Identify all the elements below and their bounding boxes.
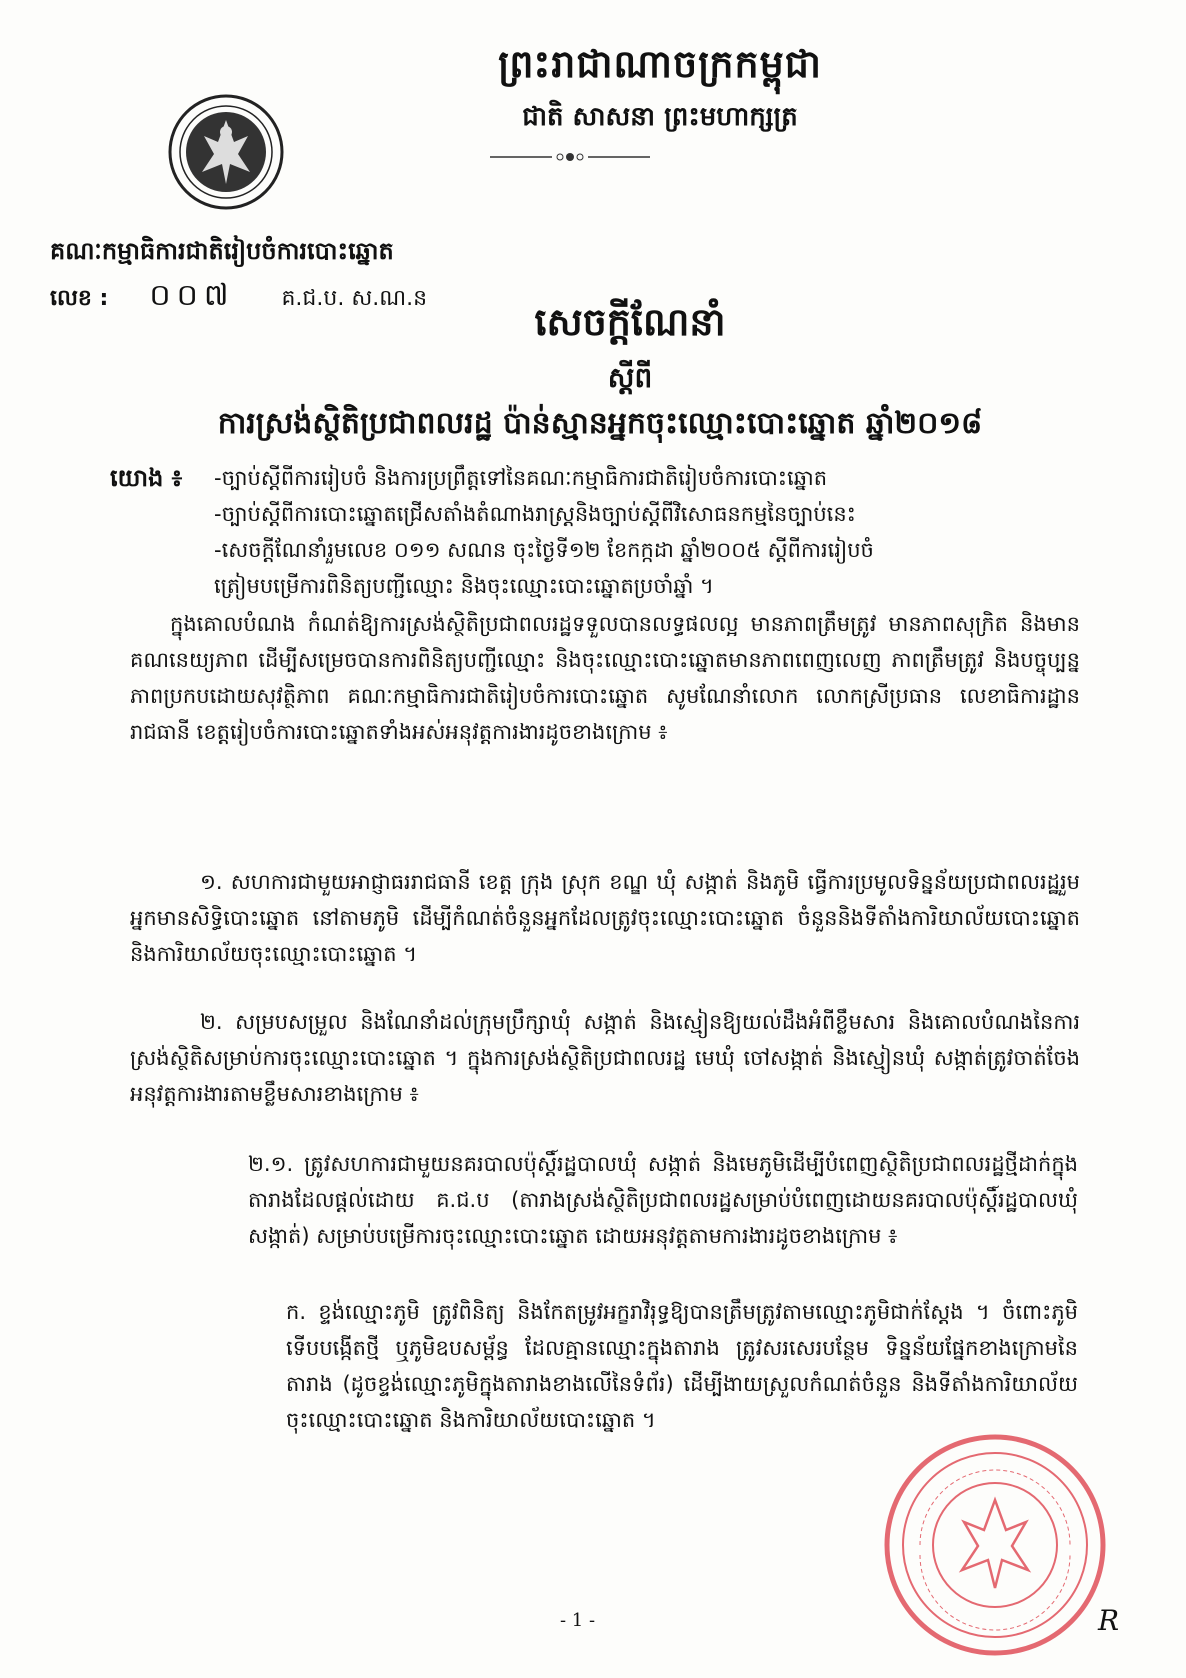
document-subject: ការស្រង់ស្ថិតិប្រជាពលរដ្ឋ ប៉ាន់ស្មានអ្នកចុះឈ្មោះបោះឆ្នោត ឆ្នាំ២០១៨ — [217, 406, 983, 441]
ornament-divider-icon — [490, 150, 650, 164]
point-1-paragraph: ១. សហការជាមួយអាជ្ញាធររាជធានី ខេត្ត ក្រុង ស្រុក ខណ្ឌ ឃុំ សង្កាត់ និងភូមិ ធ្វើការប្រមូលទិន្នន័យប្រជាពលរដ្ឋរួម អ្នកមានសិទ្ធិបោះឆ្នោត នៅតាមភូមិ ដើម្បីកំណត់ចំនួនអ្នកដែលត្រូវចុះឈ្មោះបោះឆ្នោត ចំនួននិងទីតាំងការិយាល័យបោះឆ្នោត និងការិយាល័យចុះឈ្មោះបោះឆ្នោត ។ — [130, 870, 1080, 966]
reference-item: -ច្បាប់ស្តីពីការបោះឆ្នោតជ្រើសតាំងតំណាងរាស្ត្រនិងច្បាប់ស្តីពីវិសោធនកម្មនៃច្បាប់នេះ — [214, 502, 856, 526]
point-2-1-paragraph: ២.១. ត្រូវសហការជាមួយនគរបាលប៉ុស្តិ៍រដ្ឋបាលឃុំ សង្កាត់ និងមេភូមិដើម្បីបំពេញស្ថិតិប្រជាពលរដ្ឋថ្មីដាក់ក្នុងតារាងដែលផ្តល់ដោយ គ.ជ.ប (តារាងស្រង់ស្ថិតិប្រជាពលរដ្ឋសម្រាប់បំពេញដោយនគរបាលប៉ុស្តិ៍រដ្ឋបាលឃុំ សង្កាត់) សម្រាប់បម្រើការចុះឈ្មោះបោះឆ្នោត ដោយអនុវត្តតាមការងារដូចខាងក្រោម ៖ — [248, 1152, 1078, 1248]
references-block — [110, 460, 1110, 604]
issuer-org-name: គណៈកម្មាធិការជាតិរៀបចំការបោះឆ្នោត — [50, 237, 394, 265]
document-type-title: សេចក្តីណែនាំ — [534, 300, 726, 344]
about-label: ស្តីពី — [607, 361, 653, 394]
point-2-paragraph: ២. សម្របសម្រួល និងណែនាំដល់ក្រុមប្រឹក្សាឃុំ សង្កាត់ និងស្មៀនឱ្យយល់ដឹងអំពីខ្លឹមសារ និងគោលបំណងនៃការស្រង់ស្ថិតិសម្រាប់ការចុះឈ្មោះបោះឆ្នោត ។ ក្នុងការស្រង់ស្ថិតិប្រជាពលរដ្ឋ មេឃុំ ចៅសង្កាត់ និងស្មៀនឃុំ សង្កាត់ត្រូវចាត់ចែងអនុវត្តការងារតាមខ្លឹមសារខាងក្រោម ៖ — [130, 1010, 1080, 1106]
nec-emblem-icon — [166, 92, 286, 212]
number-code: គ.ជ.ប. ស.ណ.ន — [281, 286, 428, 311]
handwritten-initial: R — [1098, 1604, 1120, 1637]
reference-item: -ច្បាប់ស្តីពីការរៀបចំ និងការប្រព្រឹត្តទៅនៃគណៈកម្មាធិការជាតិរៀបចំការបោះឆ្នោត — [214, 466, 828, 490]
intro-paragraph: ក្នុងគោលបំណង កំណត់ឱ្យការស្រង់ស្ថិតិប្រជាពលរដ្ឋទទួលបានលទ្ធផលល្អ មានភាពត្រឹមត្រូវ មានភាពសុក្រិត និងមានគណនេយ្យភាព ដើម្បីសម្រេចបានការពិនិត្យបញ្ជីឈ្មោះ និងចុះឈ្មោះបោះឆ្នោតមានភាពពេញលេញ ភាពត្រឹមត្រូវ និងបច្ចុប្បន្នភាពប្រកបដោយសុវត្ថិភាព គណៈកម្មាធិការជាតិរៀបចំការបោះឆ្នោត សូមណែនាំលោក លោកស្រីប្រធាន លេខាធិការដ្ឋានរាជធានី ខេត្តរៀបចំការបោះឆ្នោតទាំងអស់អនុវត្តការងារដូចខាងក្រោម ៖ — [130, 612, 1080, 744]
number-value: ០០៧ — [149, 278, 235, 313]
point-ka-paragraph: ក. ខ្ទង់ឈ្មោះភូមិ ត្រូវពិនិត្យ និងកែតម្រូវអក្ខរាវិរុទ្ធឱ្យបានត្រឹមត្រូវតាមឈ្មោះភូមិជាក់ស្តែង ។ ចំពោះភូមិទើបបង្កើតថ្មី ឬភូមិឧបសម្ព័ន្ធ ដែលគ្មានឈ្មោះក្នុងតារាង ត្រូវសរសេរបន្ថែម ទិន្នន័យផ្នែកខាងក្រោមនៃតារាង (ដូចខ្ទង់ឈ្មោះភូមិក្នុងតារាងខាងលើនៃទំព័រ) ដើម្បីងាយស្រួលកំណត់ចំនួន និងទីតាំងការិយាល័យចុះឈ្មោះបោះឆ្នោត និងការិយាល័យបោះឆ្នោត ។ — [286, 1300, 1078, 1432]
kingdom-heading: ព្រះរាជាណាចក្រកម្ពុជា — [498, 42, 822, 86]
official-seal-icon — [880, 1430, 1110, 1660]
reference-item: -សេចក្តីណែនាំរួមលេខ ០១១ សណន ចុះថ្ងៃទី១២ ខែកក្កដា ឆ្នាំ២០០៥ ស្តីពីការរៀបចំ — [214, 538, 874, 562]
number-label: លេខ : — [50, 286, 109, 311]
national-motto: ជាតិ សាសនា ព្រះមហាក្សត្រ — [522, 102, 798, 132]
reference-item: ត្រៀមបម្រើការពិនិត្យបញ្ជីឈ្មោះ និងចុះឈ្មោះបោះឆ្នោតប្រចាំឆ្នាំ ។ — [214, 574, 714, 598]
references-label: យោង ៖ — [110, 464, 183, 492]
page-number: - 1 - — [560, 1610, 596, 1631]
